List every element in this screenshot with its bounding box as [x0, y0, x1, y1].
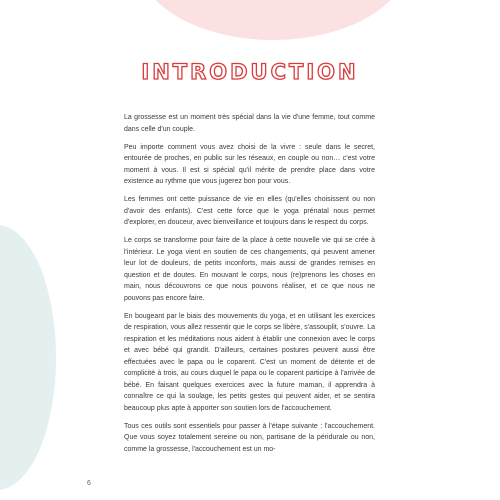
paragraph: Tous ces outils sont essentiels pour passer à l'étape suivante : l'accouchement. Que vous soyez totalement sereine ou non, partisane de la péridurale ou non, comme la grossesse, l'accouchement est un mo-	[124, 422, 375, 453]
page-number: 6	[87, 480, 91, 487]
decorative-pink-blob	[138, 0, 408, 40]
decorative-teal-blob	[0, 225, 56, 490]
page-title: INTRODUCTION	[141, 60, 359, 84]
paragraph: Les femmes ont cette puissance de vie en elles (qu'elles choisissent ou non d'avoir des enfants). C'est cette force que le yoga prénatal nous permet d'explorer, en douceur, avec bienveillance et toujours dans le respect du corps.	[124, 196, 375, 226]
paragraph: En bougeant par le biais des mouvements du yoga, et en utilisant les exercices de respiration, vous allez ressentir que le corps se libère, s'assouplit, s'ouvre. La respiration et les méditations nous aident à établir une connexion avec le corps et avec bébé qui grandit. D'ailleurs, certaines postures peuvent aussi être effectuées avec le papa ou le coparent. C'est un moment de détente et de complicité à trois, au cours duquel le papa ou le coparent participe à l'arrivée de bébé. En faisant quelques exercices avec la future maman, il apprendra à connaître ce qui la soulage, les petits gestes qui peuvent aider, et se sentira beaucoup plus apte à apporter son soutien lors de l'accouchement.	[124, 312, 375, 412]
paragraph: Peu importe comment vous avez choisi de la vivre : seule dans le secret, entourée de proches, en public sur les réseaux, en couple ou non… c'est votre moment à vous. Il est si spécial qu'il mérite de prendre place dans votre existence au rythme que vous jugerez bon pour vous.	[124, 143, 375, 185]
body-text	[124, 112, 375, 462]
paragraph: Le corps se transforme pour faire de la place à cette nouvelle vie qui se crée à l'intérieur. Le yoga vient en soutien de ces changements, qui peuvent amener leur lot de douleurs, de petits inconforts, mais aussi de grandes remises en question et de doutes. En mouvant le corps, nous (re)prenons les choses en main, nous découvrons ce que nous pouvons réaliser, et ce que nous ne pouvons pas encore faire.	[124, 237, 375, 302]
paragraph: La grossesse est un moment très spécial dans la vie d'une femme, tout comme dans celle d'un couple.	[124, 114, 375, 133]
